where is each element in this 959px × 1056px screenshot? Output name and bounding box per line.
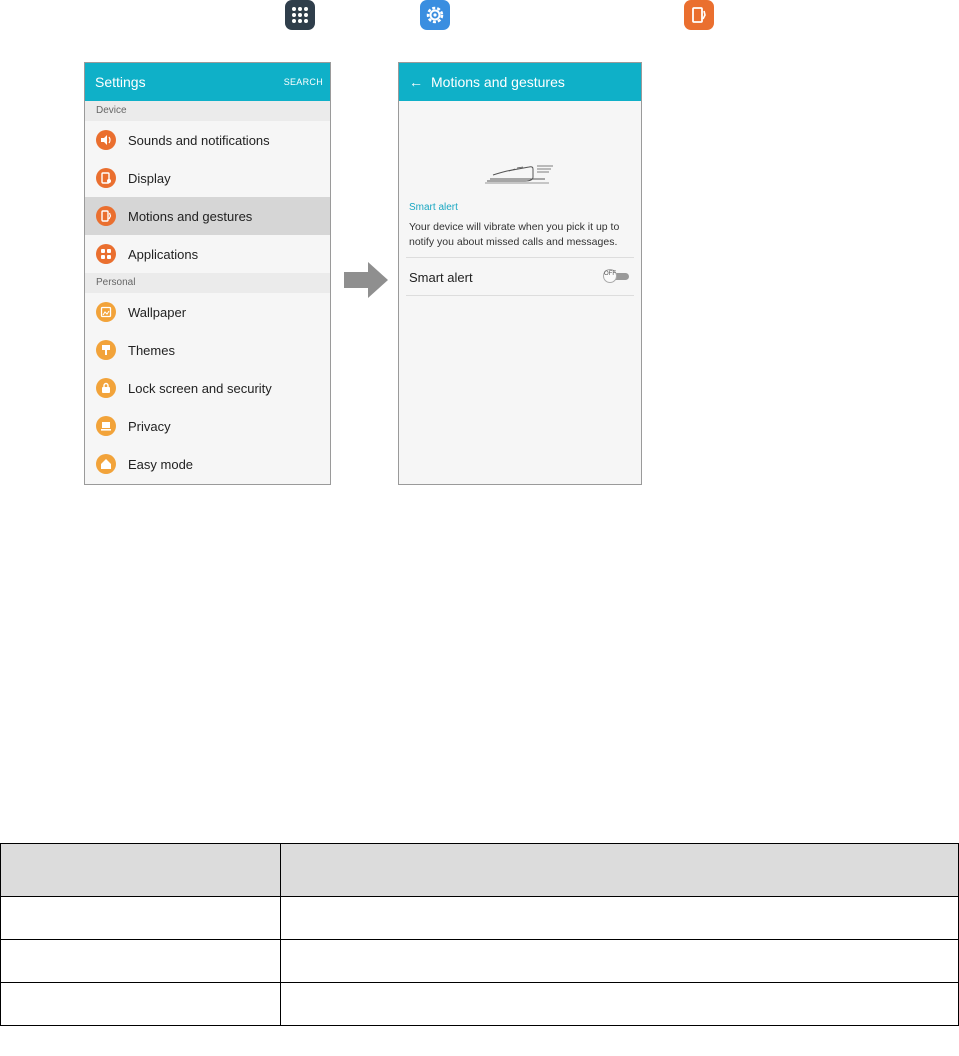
volume-icon xyxy=(96,130,116,150)
smart-alert-header: Smart alert xyxy=(409,202,458,213)
table-cell xyxy=(1,940,281,983)
lock-icon xyxy=(96,378,116,398)
settings-item-motions-gestures[interactable] xyxy=(85,197,330,235)
motions-title: Motions and gestures xyxy=(431,74,565,90)
motions-gestures-screen xyxy=(398,62,642,485)
motions-app-bar xyxy=(399,63,641,101)
smart-alert-toggle[interactable] xyxy=(603,269,629,283)
display-icon xyxy=(96,168,116,188)
settings-item-label: Privacy xyxy=(128,419,171,434)
settings-item-easy-mode[interactable] xyxy=(85,445,330,483)
settings-item-wallpaper[interactable] xyxy=(85,293,330,331)
table-cell xyxy=(281,940,959,983)
settings-item-label: Wallpaper xyxy=(128,305,187,320)
settings-item-privacy[interactable] xyxy=(85,407,330,445)
smart-alert-description: Your device will vibrate when you pick it up to notify you about missed calls and messages. xyxy=(409,221,620,248)
toggle-state-label: OFF xyxy=(604,271,616,277)
settings-item-label: Motions and gestures xyxy=(128,209,253,224)
table-cell xyxy=(1,897,281,940)
settings-item-lock-screen-security[interactable] xyxy=(85,369,330,407)
table-row xyxy=(1,940,959,983)
settings-app-bar xyxy=(85,63,330,101)
info-table xyxy=(0,843,959,1026)
section-header-personal: Personal xyxy=(85,273,330,293)
section-header-device: Device xyxy=(85,101,330,121)
table-header-cell xyxy=(1,844,281,897)
apps-icon xyxy=(285,0,315,30)
back-arrow-icon[interactable]: ← xyxy=(409,74,423,90)
table-row xyxy=(1,983,959,1026)
settings-item-label: Lock screen and security xyxy=(128,381,272,396)
table-cell xyxy=(281,897,959,940)
motions-gestures-icon xyxy=(96,206,116,226)
settings-item-label: Themes xyxy=(128,343,175,358)
easy-mode-icon xyxy=(96,454,116,474)
settings-item-label: Applications xyxy=(128,247,199,262)
search-button[interactable]: SEARCH xyxy=(283,77,323,87)
table-cell xyxy=(1,983,281,1026)
settings-item-display[interactable] xyxy=(85,159,330,197)
settings-screen xyxy=(84,62,331,485)
settings-item-themes[interactable] xyxy=(85,331,330,369)
settings-title: Settings xyxy=(95,74,146,90)
privacy-icon xyxy=(96,416,116,436)
motions-gestures-icon xyxy=(684,0,714,30)
table-row xyxy=(1,897,959,940)
settings-item-label: Sounds and notifications xyxy=(128,133,270,148)
settings-item-applications[interactable] xyxy=(85,235,330,273)
applications-icon xyxy=(96,244,116,264)
divider xyxy=(406,295,634,296)
right-arrow-icon xyxy=(344,262,388,298)
table-header-cell xyxy=(281,844,959,897)
wallpaper-icon xyxy=(96,302,116,322)
themes-icon xyxy=(96,340,116,360)
settings-item-sounds-notifications[interactable] xyxy=(85,121,330,159)
table-cell xyxy=(281,983,959,1026)
smart-alert-label: Smart alert xyxy=(409,270,473,285)
settings-item-label: Display xyxy=(128,171,171,186)
table-header-row xyxy=(1,844,959,897)
divider xyxy=(406,257,634,258)
settings-gear-icon xyxy=(420,0,450,30)
hand-pickup-illustration xyxy=(485,163,555,187)
settings-item-label: Easy mode xyxy=(128,457,194,472)
